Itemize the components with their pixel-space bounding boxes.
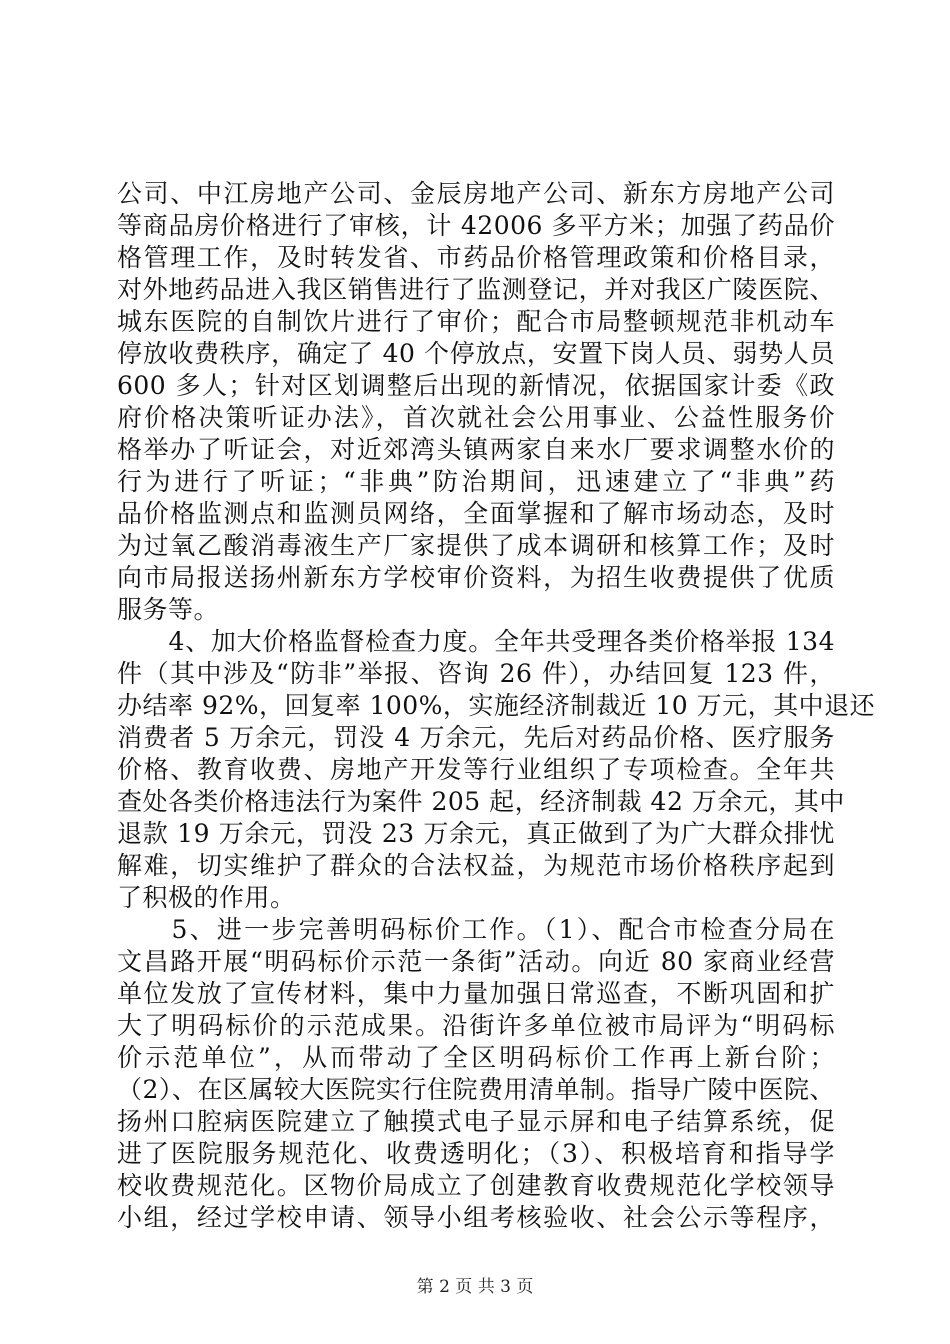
text-line: 停放收费秩序，确定了 40 个停放点，安置下岗人员、弱势人员 xyxy=(117,339,835,368)
text-line: 进了医院服务规范化、收费透明化；（3）、积极培育和指导学 xyxy=(117,1139,835,1168)
text-line: 小组，经过学校申请、领导小组考核验收、社会公示等程序， xyxy=(117,1203,835,1232)
text-line: 600 多人；针对区划调整后出现的新情况，依据国家计委《政 xyxy=(117,371,835,400)
text-line: 扬州口腔病医院建立了触摸式电子显示屏和电子结算系统，促 xyxy=(117,1107,835,1136)
text-line: 为过氧乙酸消毒液生产厂家提供了成本调研和核算工作；及时 xyxy=(117,531,835,560)
text-line: 5、进一步完善明码标价工作。（1）、配合市检查分局在 xyxy=(117,915,835,944)
document-body xyxy=(117,178,876,1234)
text-line: 单位发放了宣传材料，集中力量加强日常巡查，不断巩固和扩 xyxy=(117,979,835,1008)
text-line: 校收费规范化。区物价局成立了创建教育收费规范化学校领导 xyxy=(117,1171,835,1200)
text-line: 查处各类价格违法行为案件 205 起，经济制裁 42 万余元，其中 xyxy=(117,787,845,816)
text-line: 文昌路开展“明码标价示范一条街”活动。向近 80 家商业经营 xyxy=(117,947,835,976)
text-line: 解难，切实维护了群众的合法权益，为规范市场价格秩序起到 xyxy=(117,851,835,880)
text-line: 城东医院的自制饮片进行了审价；配合市局整顿规范非机动车 xyxy=(117,307,835,336)
text-line: 了积极的作用。 xyxy=(117,883,296,912)
page-number-footer: 第 2 页 共 3 页 xyxy=(416,1277,534,1297)
text-line: 格管理工作，及时转发省、市药品价格管理政策和价格目录， xyxy=(117,243,835,272)
text-line: 等商品房价格进行了审核，计 42006 多平方米；加强了药品价 xyxy=(117,211,835,240)
text-line: 向市局报送扬州新东方学校审价资料，为招生收费提供了优质 xyxy=(117,563,835,592)
text-line: 服务等。 xyxy=(117,595,220,624)
text-line: 对外地药品进入我区销售进行了监测登记，并对我区广陵医院、 xyxy=(117,275,835,304)
text-line: 退款 19 万余元，罚没 23 万余元，真正做到了为广大群众排忧 xyxy=(117,819,835,848)
text-line: 价格、教育收费、房地产开发等行业组织了专项检查。全年共 xyxy=(117,755,835,784)
text-line: （2）、在区属较大医院实行住院费用清单制。指导广陵中医院、 xyxy=(117,1075,835,1104)
text-line: 价示范单位”，从而带动了全区明码标价工作再上新台阶； xyxy=(117,1043,835,1072)
text-line: 公司、中江房地产公司、金辰房地产公司、新东方房地产公司 xyxy=(117,179,835,208)
text-line: 件（其中涉及“防非”举报、咨询 26 件），办结回复 123 件， xyxy=(117,659,835,688)
text-line: 4、加大价格监督检查力度。全年共受理各类价格举报 134 xyxy=(117,627,835,656)
text-line: 消费者 5 万余元，罚没 4 万余元，先后对药品价格、医疗服务 xyxy=(117,723,835,752)
text-line: 品价格监测点和监测员网络，全面掌握和了解市场动态，及时 xyxy=(117,499,835,528)
text-line: 格举办了听证会，对近郊湾头镇两家自来水厂要求调整水价的 xyxy=(117,435,835,464)
text-line: 行为进行了听证；“非典”防治期间，迅速建立了“非典”药 xyxy=(117,467,835,496)
text-line: 大了明码标价的示范成果。沿街许多单位被市局评为“明码标 xyxy=(117,1011,835,1040)
text-line: 府价格决策听证办法》，首次就社会公用事业、公益性服务价 xyxy=(117,403,835,432)
text-line: 办结率 92%，回复率 100%，实施经济制裁近 10 万元，其中退还 xyxy=(117,691,876,720)
